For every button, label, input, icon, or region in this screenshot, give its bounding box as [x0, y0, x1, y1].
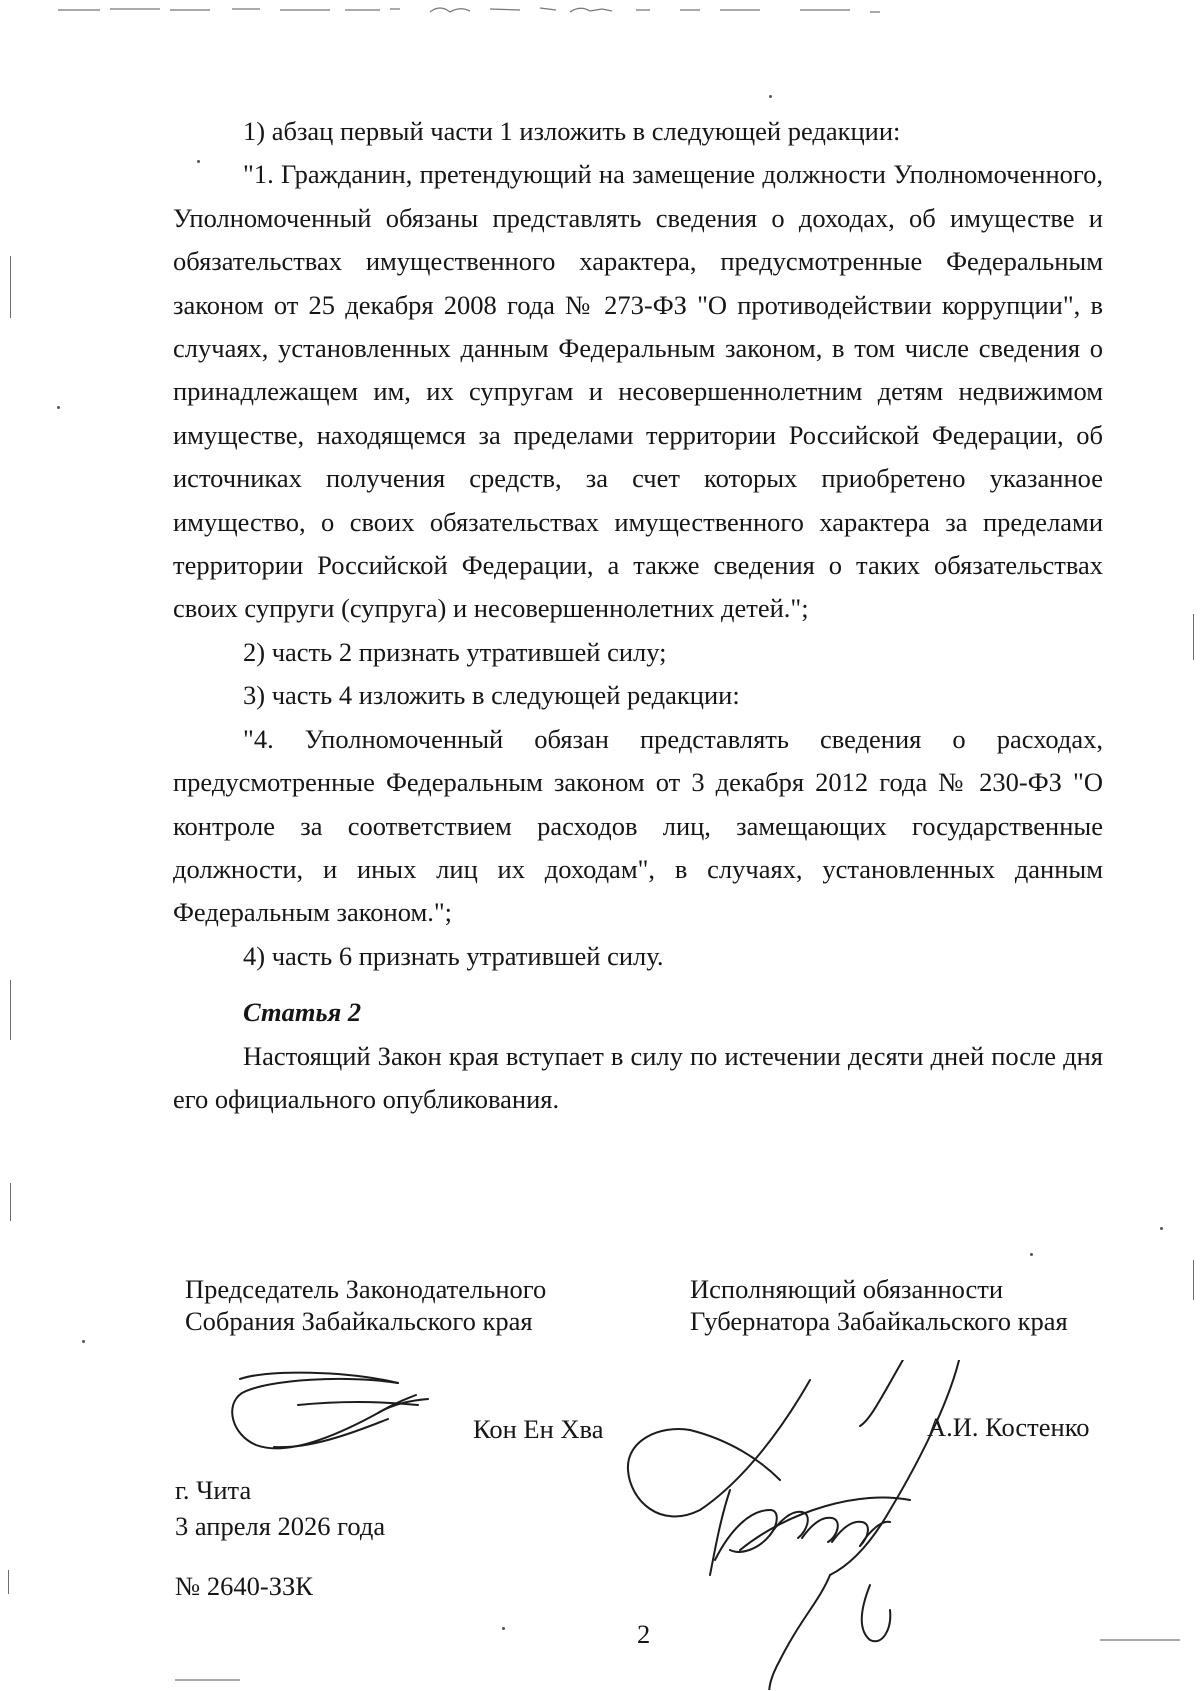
scan-mark-line — [1193, 1260, 1194, 1300]
right-signature-image — [620, 1360, 1040, 1690]
right-signatory-title — [690, 1273, 1068, 1337]
law-number: № 2640-ЗЗК — [175, 1571, 313, 1601]
scan-speck — [1160, 1227, 1163, 1230]
scan-mark-line — [8, 1570, 9, 1594]
amendment-item-2: 2) часть 2 признать утратившей силу; — [243, 636, 667, 667]
city: г. Чита — [175, 1475, 252, 1505]
scan-mark-line — [10, 980, 11, 1040]
article-heading: Статья 2 — [243, 997, 362, 1028]
scan-speck — [82, 1340, 85, 1343]
article-text: Настоящий Закон края вступает в силу по истечении десяти дней после дня его официального опубликования. — [173, 1040, 1103, 1114]
left-title-line-2: Собрания Забайкальского края — [185, 1306, 533, 1336]
amendment-quote-4: "4. Уполномоченный обязан представлять сведения о расходах, предусмотренные Федеральным законом от 3 декабря 2012 года № 230-ФЗ "О контроле за соответствием расходов лиц, замещающих государственные должности, и иных лиц их доходам", в случаях, установленных данным Федеральным законом."; — [173, 723, 1103, 928]
scan-speck — [502, 1627, 505, 1630]
right-signatory-name: А.И. Костенко — [927, 1412, 1090, 1442]
left-signatory-name: Кон Ен Хва — [473, 1414, 604, 1444]
right-title-line-1: Исполняющий обязанности — [690, 1274, 1004, 1304]
scan-speck — [1030, 1253, 1033, 1256]
scan-mark-line — [10, 1183, 11, 1221]
amendment-item-4: 4) часть 6 признать утратившей силу. — [243, 940, 664, 971]
right-title-line-2: Губернатора Забайкальского края — [690, 1306, 1068, 1336]
scan-speck — [769, 95, 772, 98]
amendment-item-1: 1) абзац первый части 1 изложить в следующей редакции: — [243, 116, 901, 146]
document-body — [173, 110, 1103, 1121]
scan-speck — [57, 406, 60, 409]
signing-date: 3 апреля 2026 года — [175, 1511, 386, 1541]
amendment-item-3: 3) часть 4 изложить в следующей редакции: — [243, 680, 740, 711]
amendment-quote-1: "1. Гражданин, претендующий на замещение должности Уполномоченного, Уполномоченный обязаны представлять сведения о доходах, об имуществе и обязательствах имущественного характера, предусмотренные Федеральным законом от 25 декабря 2008 года № 273-ФЗ "О противодействии коррупции", в случаях, установленных данным Федеральным законом, в том числе сведения о принадлежащем им, их супругам и несовершеннолетним детям недвижимом имуществе, находящемся за пределами территории Российской Федерации, об источниках получения средств, за счет которых приобретено указанное имущество, о своих обязательствах имущественного характера за пределами территории Российской Федерации, а также сведения о таких обязательствах своих супруги (супруга) и несовершеннолетних детей."; — [173, 159, 1103, 624]
scan-mark-line — [1193, 614, 1194, 660]
page-number: 2 — [637, 1619, 651, 1649]
left-title-line-1: Председатель Законодательного — [185, 1274, 547, 1304]
left-signatory-title — [185, 1273, 546, 1337]
scan-mark-line — [10, 256, 11, 318]
left-signature-image — [228, 1365, 468, 1475]
